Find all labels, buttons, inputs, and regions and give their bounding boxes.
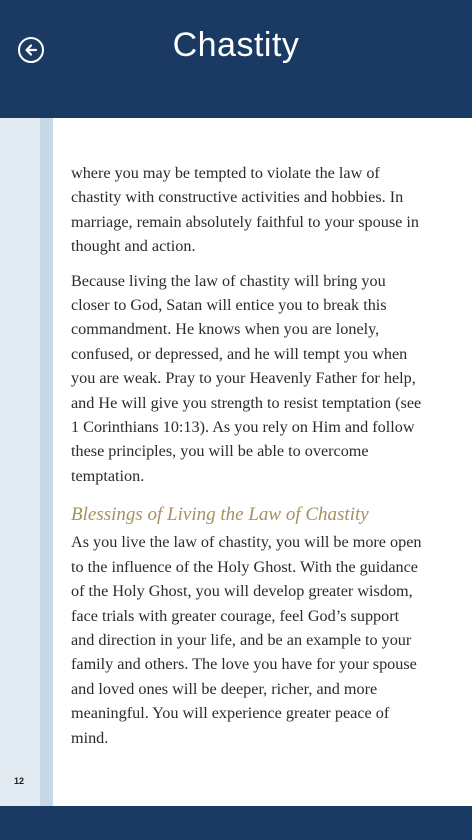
page-title: Chastity — [172, 26, 300, 64]
body-paragraph: Because living the law of chastity will bring you closer to God, Satan will entice you to break this commandment. He knows when you are lonely, confused, or depressed, and he will tempt you when you are weak. Pray to your Heavenly Father for help, and He will give you strength to resist temptation (see 1 Corinthians 10:13). As you rely on Him and follow these principles, you will be able to overcome temptation. — [71, 271, 422, 485]
app-footer-bar — [0, 806, 472, 840]
page-number: 12 — [14, 776, 25, 786]
page-content — [71, 161, 423, 750]
page-margin-gutter — [40, 118, 53, 806]
section-heading: Blessings of Living the Law of Chastity — [71, 504, 369, 526]
app-header — [0, 0, 472, 118]
section-paragraph: As you live the law of chastity, you will be more open to the influence of the Holy Ghost. With the guidance of the Holy Ghost, you will develop greater wisdom, face trials with greater courage, feel God’s support and direction in your life, and be an example to your family and others. The love you have for your spouse and loved ones will be deeper, richer, and more meaningful. You will experience greater peace of mind. — [71, 533, 422, 747]
body-paragraph: where you may be tempted to violate the law of chastity with constructive activities and hobbies. In marriage, remain absolutely faithful to your spouse in thought and action. — [71, 164, 419, 256]
page-margin-strip — [0, 118, 40, 806]
